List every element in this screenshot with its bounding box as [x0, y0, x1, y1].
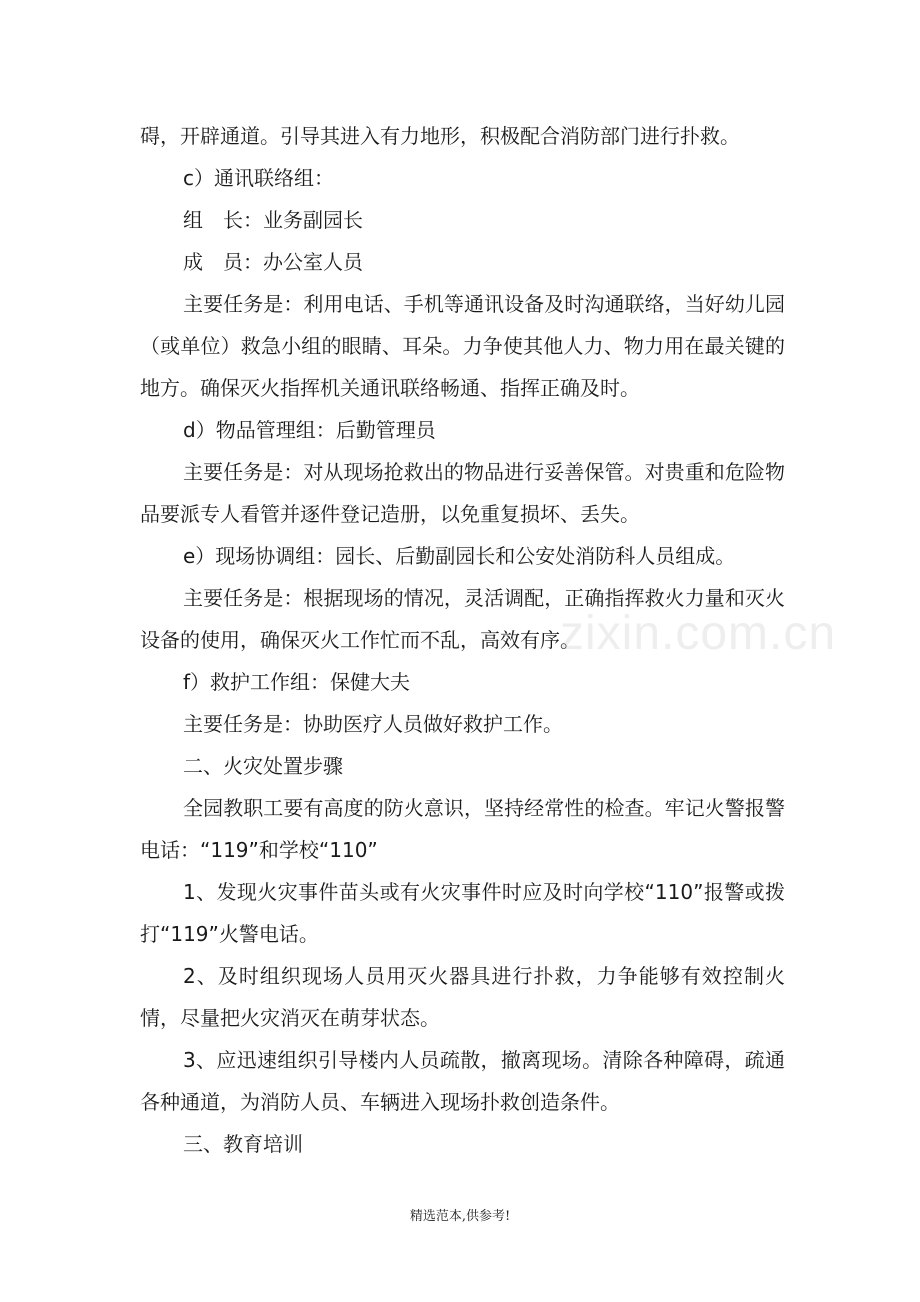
paragraph: 成 员：办公室人员 [183, 250, 363, 274]
document-body [140, 115, 785, 1165]
paragraph: c）通讯联络组： [183, 166, 334, 190]
page-footer: 精选范本,供参考! [409, 1209, 511, 1224]
paragraph: f）救护工作组：保健大夫 [183, 670, 411, 694]
paragraph: 主要任务是：利用电话、手机等通讯设备及时沟通联络，当好幼儿园（或单位）救急小组的眼睛、耳朵。力争使其他人力、物力用在最关键的地方。确保灭火指挥机关通讯联络畅通、指挥正确及时。 [140, 292, 785, 400]
paragraph: 碍，开辟通道。引导其进入有力地形，积极配合消防部门进行扑救。 [140, 124, 740, 148]
paragraph: 主要任务是：协助医疗人员做好救护工作。 [183, 712, 563, 736]
watermark: zixin.com.cn [560, 607, 837, 660]
paragraph: 三、教育培训 [183, 1132, 303, 1156]
paragraph: 2、及时组织现场人员用灭火器具进行扑救，力争能够有效控制火情，尽量把火灾消灭在萌芽状态。 [140, 964, 785, 1030]
paragraph: e）现场协调组：园长、后勤副园长和公安处消防科人员组成。 [183, 544, 736, 568]
paragraph: 全园教职工要有高度的防火意识，坚持经常性的检查。牢记火警报警电话：“119”和学校“110” [140, 796, 785, 862]
paragraph: 二、火灾处置步骤 [183, 754, 343, 778]
paragraph: 组 长：业务副园长 [183, 208, 363, 232]
paragraph: 主要任务是：对从现场抢救出的物品进行妥善保管。对贵重和危险物品要派专人看管并逐件登记造册，以免重复损坏、丢失。 [140, 460, 785, 526]
paragraph: 主要任务是：根据现场的情况，灵活调配，正确指挥救火力量和灭火设备的使用，确保灭火工作忙而不乱，高效有序。 [140, 586, 785, 652]
paragraph: 3、应迅速组织引导楼内人员疏散，撤离现场。清除各种障碍，疏通各种通道，为消防人员、车辆进入现场扑救创造条件。 [140, 1048, 785, 1114]
paragraph: d）物品管理组：后勤管理员 [183, 418, 436, 442]
paragraph: 1、发现火灾事件苗头或有火灾事件时应及时向学校“110”报警或拨打“119”火警电话。 [140, 880, 785, 946]
